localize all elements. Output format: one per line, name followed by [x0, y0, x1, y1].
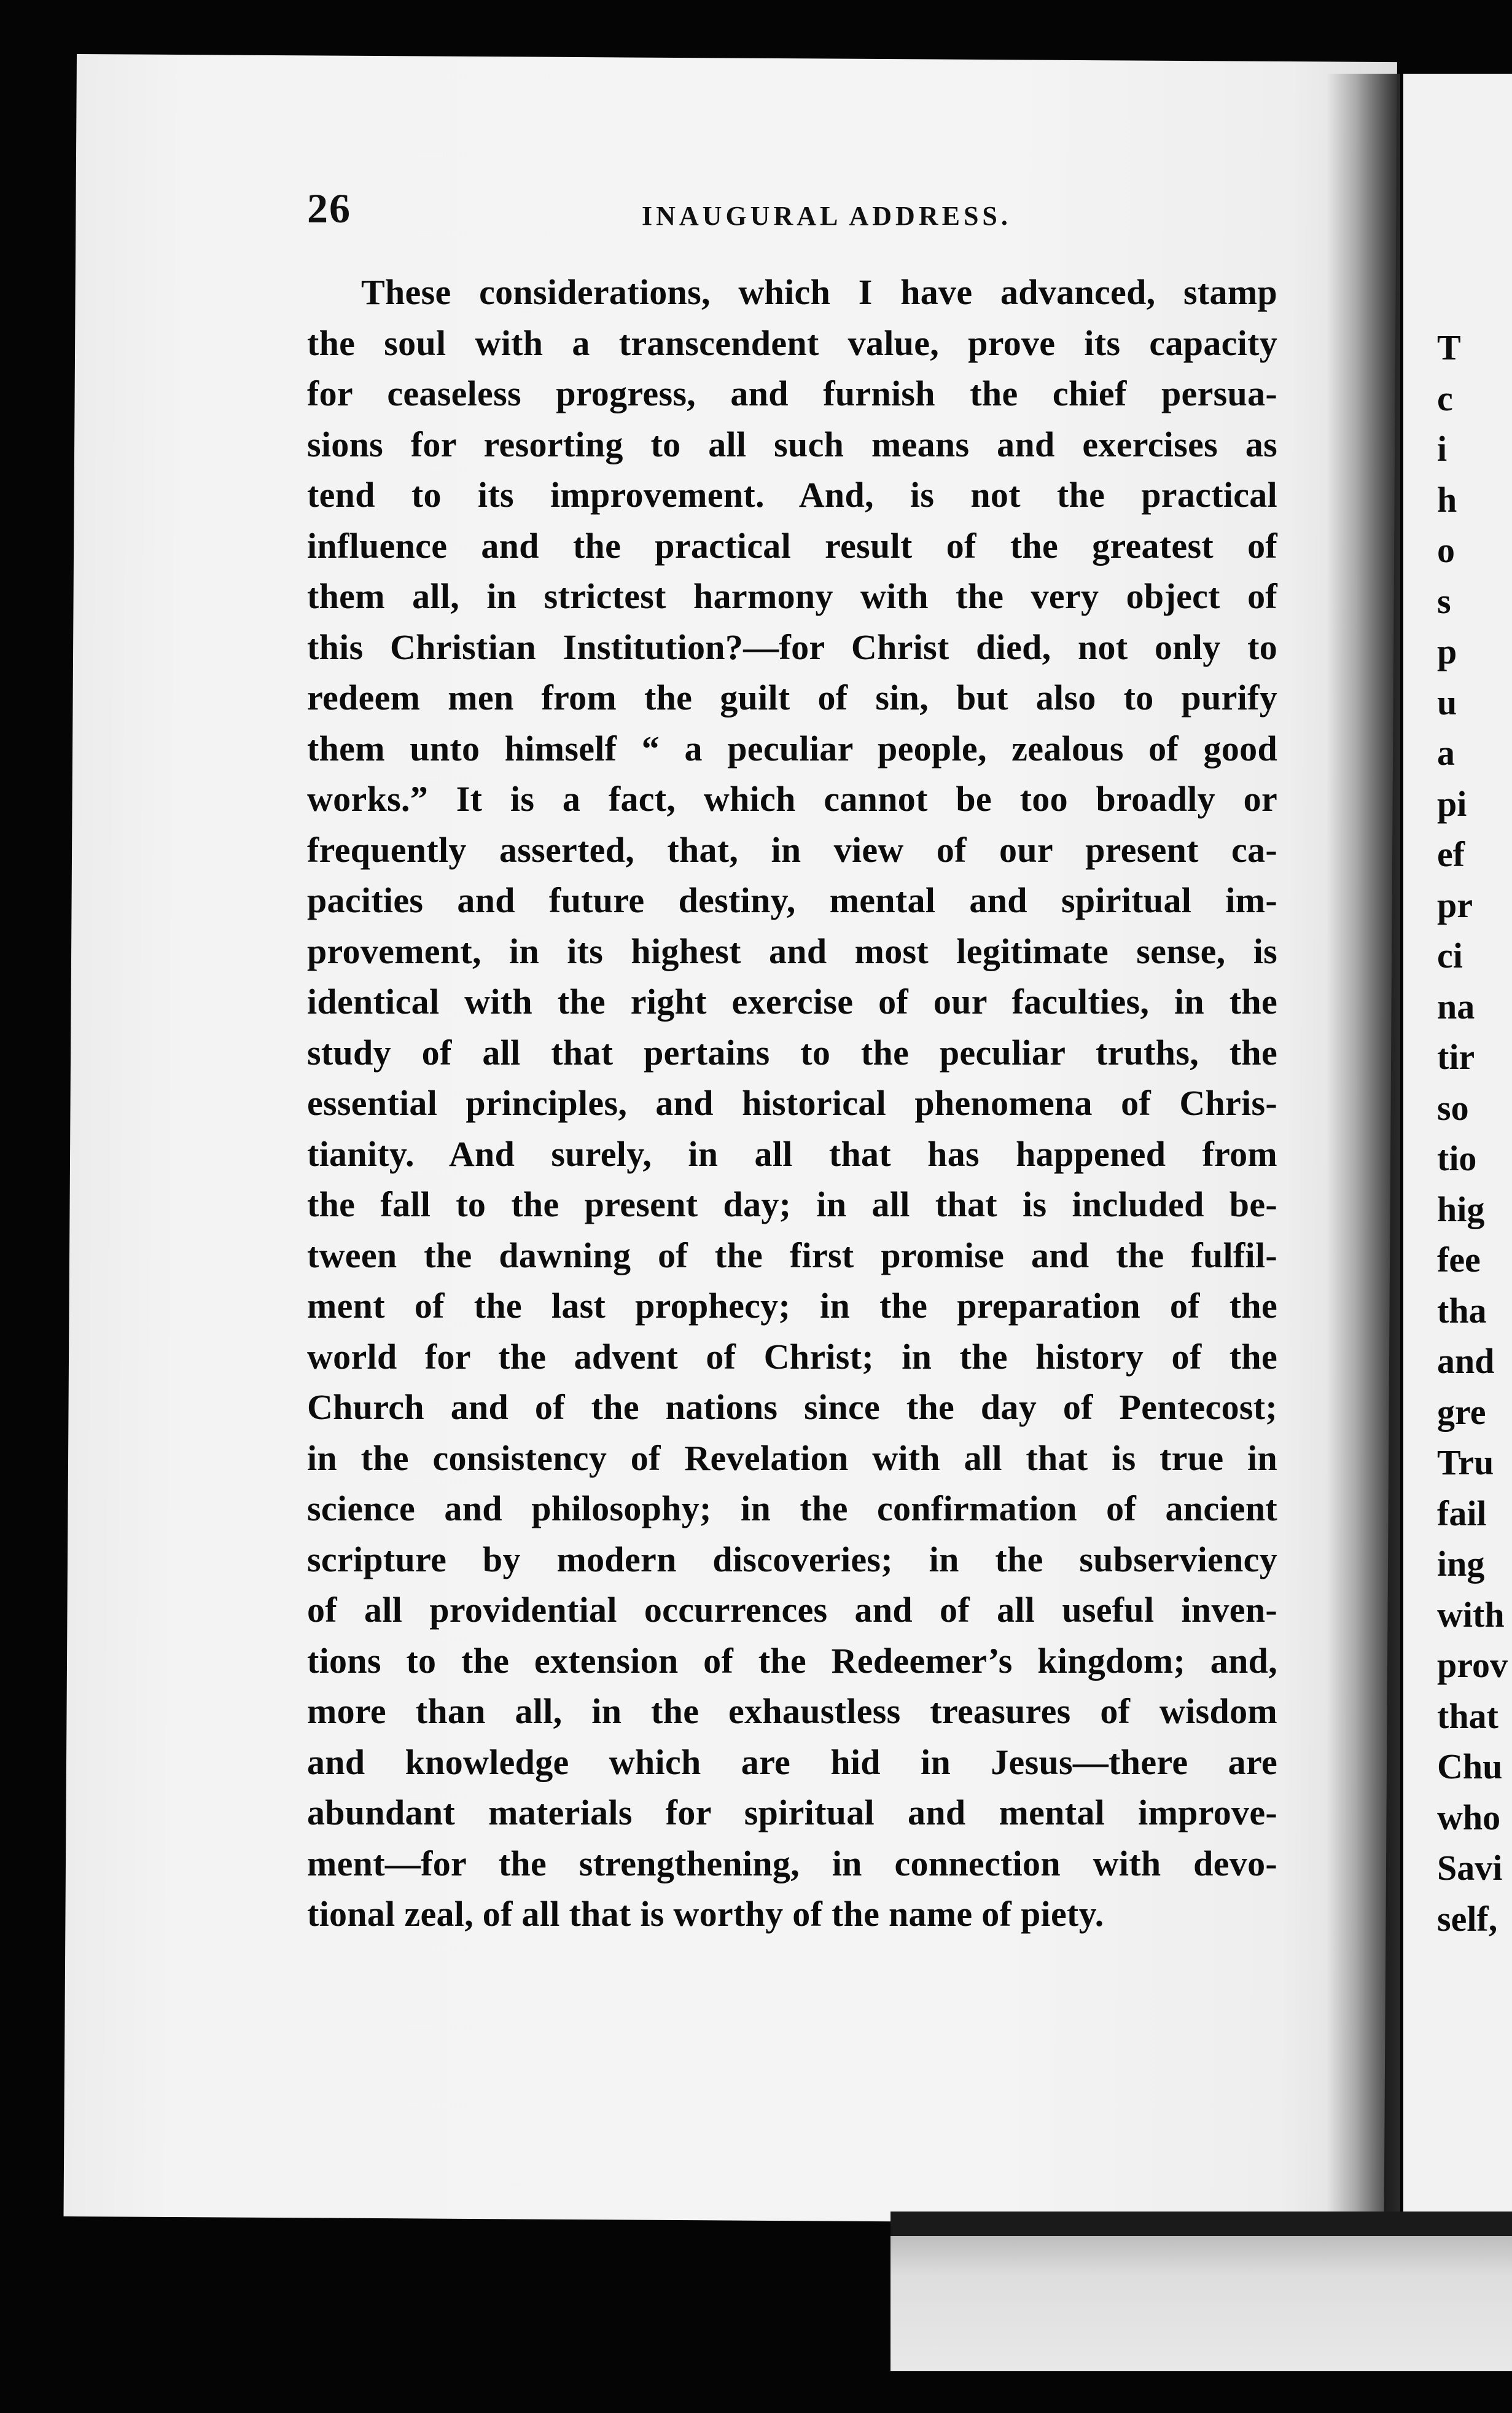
text-line: ment of the last prophecy; in the preparation of the [307, 1286, 1277, 1326]
right-text-fragment: self, [1437, 1898, 1498, 1939]
text-line: more than all, in the exhaustless treasures of wisdom [307, 1691, 1277, 1731]
right-text-fragment: a [1437, 733, 1455, 773]
text-line: tween the dawning of the first promise and the fulfil- [307, 1235, 1277, 1275]
text-line: this Christian Institution?—for Christ died, not only to [307, 627, 1277, 667]
right-text-fragment: tir [1437, 1037, 1475, 1077]
text-line: redeem men from the guilt of sin, but also to purify [307, 678, 1277, 718]
right-text-fragment: and [1437, 1341, 1495, 1381]
right-text-fragment: i [1437, 429, 1448, 469]
text-line: and knowledge which are hid in Jesus—there are [307, 1742, 1277, 1782]
right-text-fragment: pi [1437, 783, 1467, 824]
text-line: pacities and future destiny, mental and spiritual im- [307, 880, 1277, 920]
text-line: tions to the extension of the Redeemer’s kingdom; and, [307, 1640, 1277, 1681]
right-text-fragment: that [1437, 1695, 1498, 1736]
body-text [307, 267, 1277, 1940]
right-text-fragment: p [1437, 632, 1457, 671]
right-text-fragment: with [1437, 1594, 1505, 1635]
text-line: These considerations, which I have advanced, stamp [361, 272, 1277, 312]
text-line: science and philosophy; in the confirmation of ancient [307, 1488, 1277, 1528]
right-text-fragment: u [1437, 682, 1457, 722]
text-line: tianity. And surely, in all that has happened from [307, 1133, 1277, 1174]
text-line: ment—for the strengthening, in connection with devo- [307, 1843, 1277, 1883]
right-text-fragment: hig [1437, 1189, 1485, 1229]
right-text-fragment: Savi [1437, 1848, 1503, 1888]
text-line: world for the advent of Christ; in the history of the [307, 1336, 1277, 1377]
text-line: in the consistency of Revelation with all that is true in [307, 1437, 1277, 1478]
right-text-fragment: ing [1437, 1544, 1485, 1584]
right-text-fragment: s [1437, 581, 1451, 621]
page-gutter [1327, 74, 1400, 2224]
right-text-fragment: na [1437, 986, 1475, 1027]
text-line: frequently asserted, that, in view of our present ca- [307, 829, 1277, 870]
text-line: of all providential occurrences and of all useful inven- [307, 1590, 1277, 1630]
right-text-fragment: pr [1437, 885, 1473, 925]
right-text-fragment: tha [1437, 1290, 1487, 1331]
right-text-fragment: who [1437, 1797, 1501, 1837]
text-line: essential principles, and historical phenomena of Chris- [307, 1083, 1277, 1123]
text-line: the soul with a transcendent value, prove its capacity [307, 323, 1277, 363]
text-line: for ceaseless progress, and furnish the chief persua- [307, 373, 1277, 413]
right-text-fragment: h [1437, 479, 1457, 520]
text-line: works.” It is a fact, which cannot be too broadly or [307, 779, 1277, 819]
right-text-fragment: Tru [1437, 1442, 1494, 1482]
text-line: the fall to the present day; in all that is included be- [307, 1184, 1277, 1224]
text-line: study of all that pertains to the peculiar truths, the [307, 1032, 1277, 1073]
right-text-fragment: fail [1437, 1493, 1487, 1533]
right-text-fragment: o [1437, 530, 1455, 570]
right-text-fragment: so [1437, 1087, 1469, 1128]
text-line: them unto himself “ a peculiar people, zealous of good [307, 728, 1277, 768]
text-line: provement, in its highest and most legitimate sense, is [307, 931, 1277, 971]
right-text-fragment: tio [1437, 1138, 1477, 1178]
text-line: scripture by modern discoveries; in the subserviency [307, 1539, 1277, 1579]
text-line: sions for resorting to all such means and exercises as [307, 424, 1277, 464]
right-text-fragment: fee [1437, 1240, 1481, 1280]
right-text-fragment: Chu [1437, 1746, 1503, 1786]
right-text-fragment: ef [1437, 834, 1465, 874]
text-line: tional zeal, of all that is worthy of the name of piety. [307, 1894, 1104, 1934]
right-text-fragment: prov [1437, 1645, 1508, 1685]
right-text-fragment: c [1437, 378, 1453, 418]
running-head: INAUGURAL ADDRESS. [642, 201, 1011, 231]
paper-edge [890, 2236, 1512, 2371]
text-line: tend to its improvement. And, is not the practical [307, 475, 1277, 515]
text-line: identical with the right exercise of our faculties, in the [307, 982, 1277, 1022]
right-text-fragment: ci [1437, 936, 1463, 976]
text-line: influence and the practical result of the greatest of [307, 525, 1277, 566]
text-line: Church and of the nations since the day of Pentecost; [307, 1387, 1277, 1427]
right-text-fragment: T [1437, 327, 1461, 367]
right-page-text [1437, 323, 1512, 1944]
right-text-fragment: gre [1437, 1391, 1486, 1432]
text-line: them all, in strictest harmony with the very object of [307, 576, 1277, 616]
text-line: abundant materials for spiritual and mental improve- [307, 1793, 1277, 1832]
page-number: 26 [307, 185, 351, 232]
